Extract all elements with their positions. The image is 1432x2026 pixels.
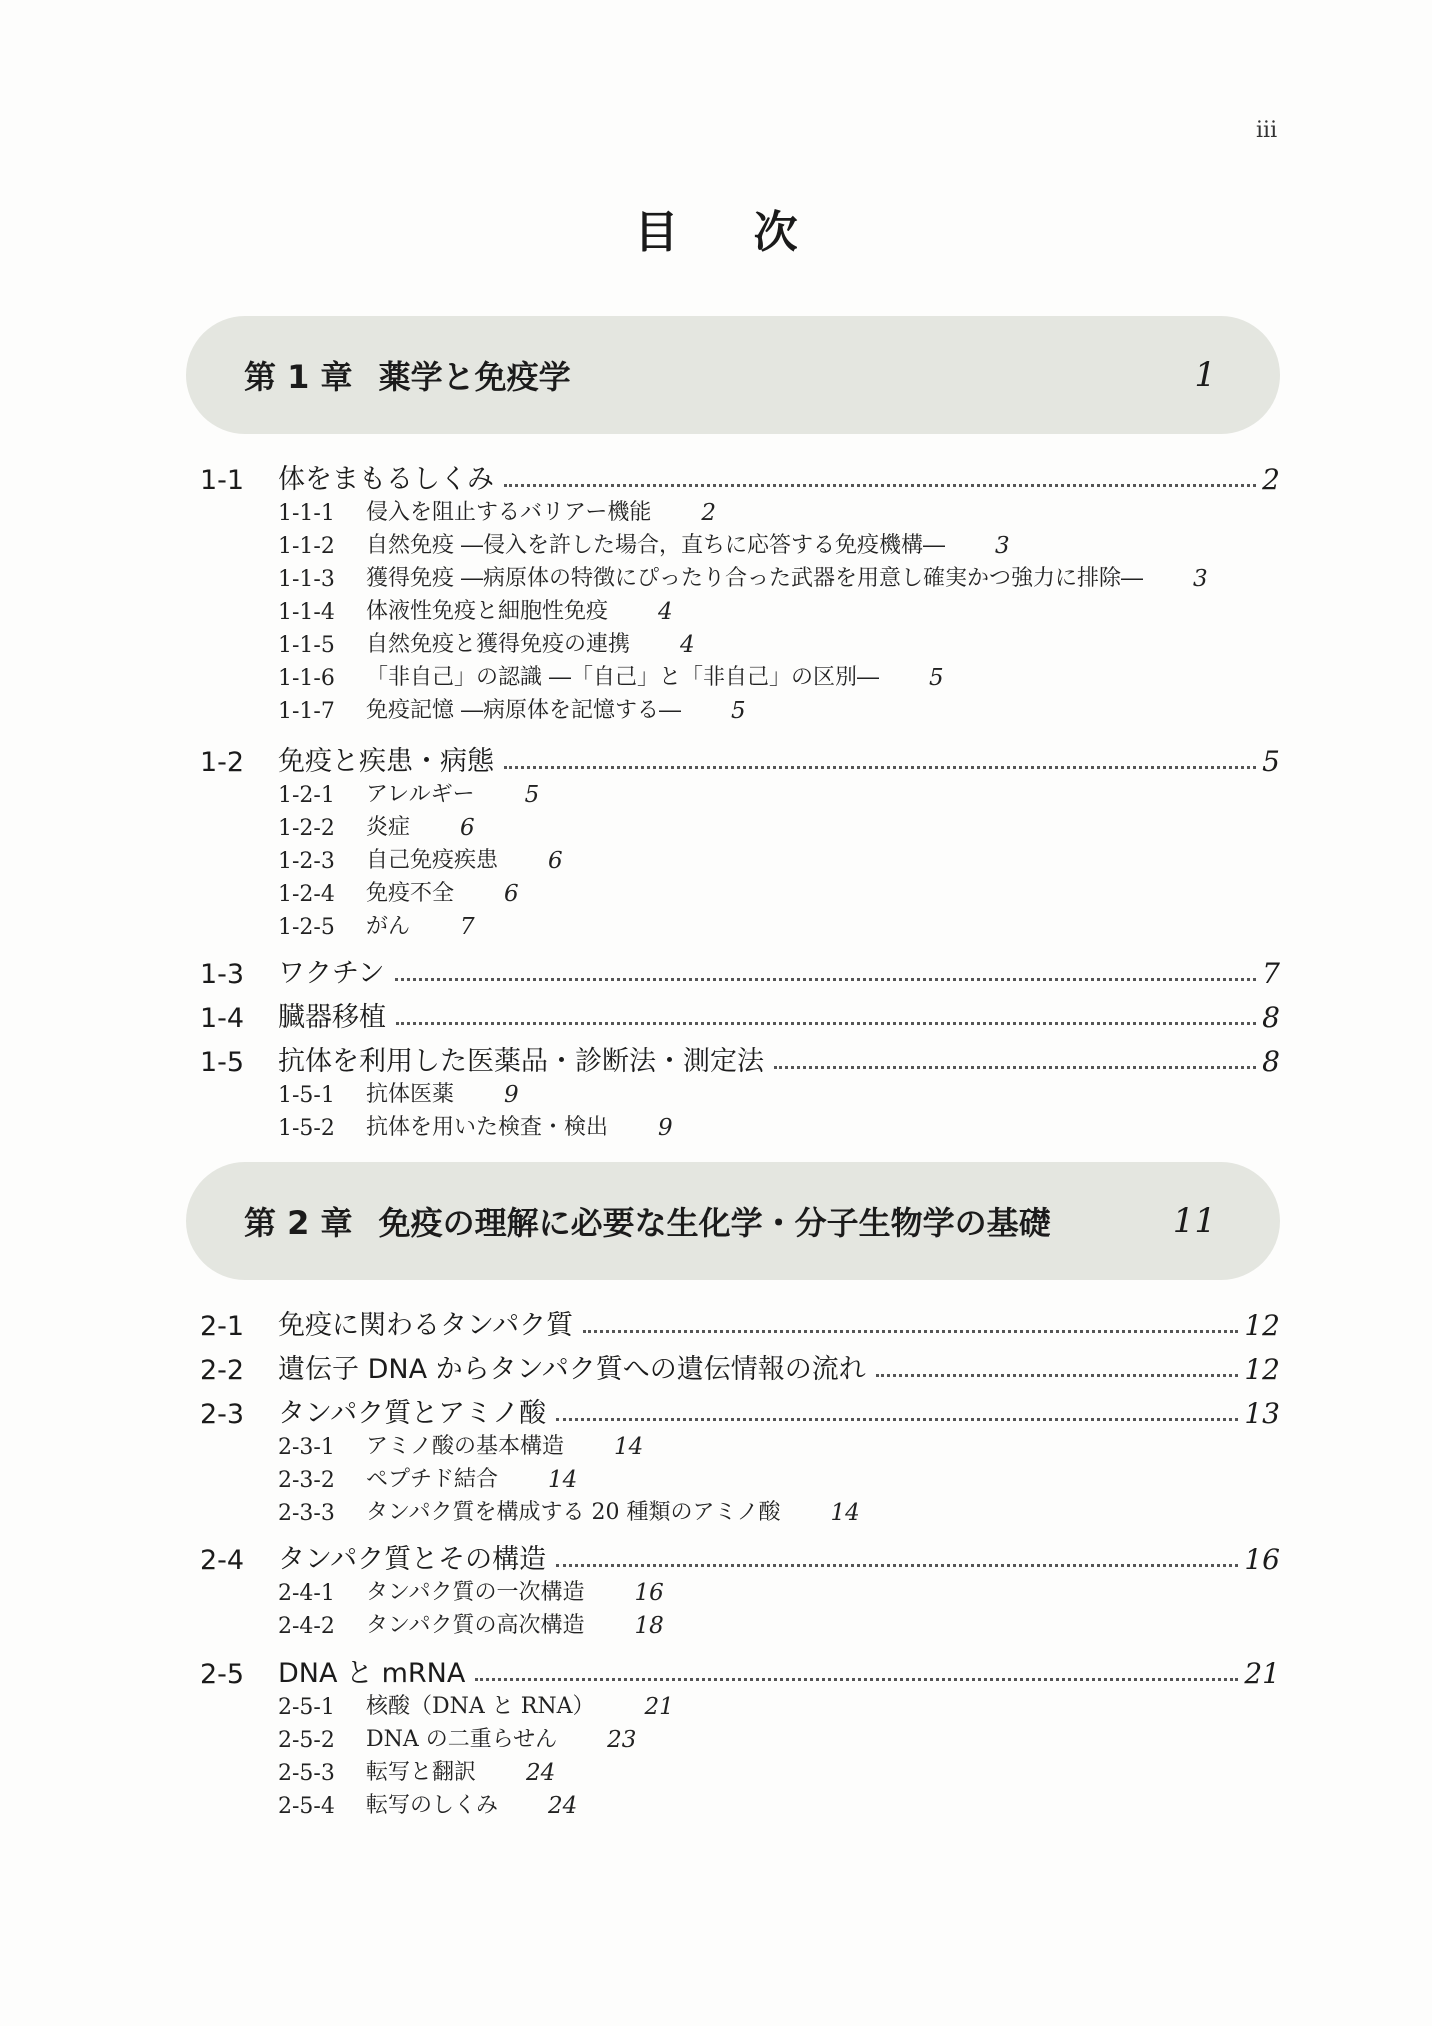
subsection-title: 免疫記憶 ―病原体を記憶する― [366,698,681,723]
subsection-page: 14 [548,1467,578,1493]
subsection-number: 2-4-2 [278,1614,335,1639]
subsection-number: 1-2-1 [278,783,335,808]
section-entry [200,1532,1280,1576]
subsection-number: 2-3-3 [278,1501,335,1526]
section-title: DNA と mRNA [278,1658,466,1689]
chapter-title [244,352,571,398]
subsection-page: 3 [1193,566,1208,592]
subsection-title: がん [366,914,411,939]
section-entry [200,1386,1280,1430]
subsection-title: タンパク質を構成する 20 種類のアミノ酸 [366,1500,781,1525]
section-title: 免疫に関わるタンパク質 [278,1310,574,1341]
subsection-number: 1-5-1 [278,1083,335,1108]
subsection-entry [278,692,746,724]
section-number: 2-5 [200,1659,245,1690]
subsection-page: 24 [548,1793,578,1819]
dot-leader [475,1678,1238,1681]
subsection-title: 核酸（DNA と RNA） [366,1694,595,1719]
subsection-page: 7 [460,914,475,940]
subsection-number: 2-5-3 [278,1761,335,1786]
subsection-number: 1-1-5 [278,633,335,658]
subsection-number: 1-1-1 [278,501,335,526]
subsection-number: 2-5-2 [278,1728,335,1753]
section-title: タンパク質とアミノ酸 [278,1398,547,1429]
subsection-entry [278,494,716,526]
dot-leader [504,766,1256,769]
dot-leader [396,1022,1256,1025]
subsection-entry [278,626,695,658]
section-page: 8 [1262,1045,1280,1078]
subsection-page: 5 [731,698,746,724]
section-page: 7 [1262,957,1280,990]
subsection-number: 1-2-3 [278,849,335,874]
subsection-number: 1-2-2 [278,816,335,841]
subsection-number: 2-4-1 [278,1581,335,1606]
subsection-number: 2-5-1 [278,1695,335,1720]
subsection-title: タンパク質の高次構造 [366,1613,585,1638]
section-number: 1-1 [200,465,245,496]
subsection-number: 1-2-5 [278,915,335,940]
subsection-title: 自然免疫と獲得免疫の連携 [366,632,631,657]
subsection-number: 1-5-2 [278,1116,335,1141]
chapter-title [244,1198,1051,1244]
subsection-page: 9 [658,1115,673,1141]
dot-leader [876,1374,1239,1377]
section-page: 16 [1244,1543,1280,1576]
subsection-entry [278,875,519,907]
subsection-entry [278,908,475,940]
subsection-page: 5 [929,665,944,691]
chapter-number: 第 1 章 [244,358,353,396]
section-title: タンパク質とその構造 [278,1544,547,1575]
subsection-page: 6 [504,881,519,907]
subsection-number: 2-3-2 [278,1468,335,1493]
subsection-title: 抗体医薬 [366,1082,455,1107]
subsection-title: 免疫不全 [366,881,455,906]
section-entry [200,734,1280,778]
dot-leader [504,484,1256,487]
subsection-title: DNA の二重らせん [366,1727,558,1752]
section-entry [200,1298,1280,1342]
subsection-entry [278,527,1010,559]
subsection-page: 3 [995,533,1010,559]
dot-leader [583,1330,1238,1333]
page-number: iii [1256,118,1278,143]
section-page: 12 [1244,1309,1280,1342]
subsection-entry [278,1494,860,1526]
subsection-page: 14 [614,1434,644,1460]
subsection-title: タンパク質の一次構造 [366,1580,585,1605]
subsection-title: ペプチド結合 [366,1467,499,1492]
subsection-entry [278,842,563,874]
subsection-page: 16 [634,1580,664,1606]
dot-leader [556,1418,1238,1421]
chapter-heading [186,316,1280,434]
section-number: 2-3 [200,1399,245,1430]
section-title: 臓器移植 [278,1002,386,1033]
section-number: 2-1 [200,1311,245,1342]
subsection-entry [278,1428,643,1460]
subsection-title: 炎症 [366,815,411,840]
section-entry [200,1342,1280,1386]
subsection-number: 2-3-1 [278,1435,335,1460]
subsection-title: 抗体を用いた検査・検出 [366,1115,609,1140]
section-number: 1-3 [200,959,245,990]
section-title: ワクチン [278,958,385,989]
section-title: 体をまもるしくみ [278,464,494,495]
subsection-entry [278,593,673,625]
section-entry [200,990,1280,1034]
subsection-page: 4 [680,632,695,658]
subsection-page: 18 [634,1613,664,1639]
section-title: 遺伝子 DNA からタンパク質への遺伝情報の流れ [278,1354,866,1385]
section-title: 抗体を利用した医薬品・診断法・測定法 [278,1046,764,1077]
subsection-number: 2-5-4 [278,1794,335,1819]
section-title: 免疫と疾患・病態 [278,746,494,777]
chapter-number: 第 2 章 [244,1204,353,1242]
subsection-title: 転写のしくみ [366,1793,499,1818]
subsection-title: アレルギー [366,782,475,807]
subsection-page: 21 [644,1694,674,1720]
subsection-title: 自然免疫 ―侵入を許した場合，直ちに応答する免疫機構― [366,533,945,558]
subsection-title: 体液性免疫と細胞性免疫 [366,599,609,624]
section-number: 1-2 [200,747,245,778]
section-number: 2-4 [200,1545,245,1576]
subsection-number: 1-1-6 [278,666,335,691]
section-page: 2 [1262,463,1280,496]
subsection-title: アミノ酸の基本構造 [366,1434,565,1459]
subsection-number: 1-1-4 [278,600,335,625]
dot-leader [556,1564,1238,1567]
subsection-page: 6 [548,848,563,874]
subsection-page: 14 [830,1500,860,1526]
subsection-page: 4 [658,599,673,625]
dot-leader [774,1066,1256,1069]
section-entry [200,946,1280,990]
subsection-entry [278,659,944,691]
subsection-entry [278,776,539,808]
subsection-entry [278,1688,674,1720]
section-number: 1-4 [200,1003,245,1034]
subsection-number: 1-1-2 [278,534,335,559]
subsection-entry [278,1461,577,1493]
subsection-page: 6 [460,815,475,841]
section-entry [200,1646,1280,1690]
section-page: 21 [1244,1657,1280,1690]
subsection-number: 1-1-7 [278,699,335,724]
subsection-title: 獲得免疫 ―病原体の特徴にぴったり合った武器を用意し確実かつ強力に排除― [366,566,1143,591]
subsection-entry [278,809,475,841]
section-page: 8 [1262,1001,1280,1034]
chapter-name: 薬学と免疫学 [378,358,571,396]
page-title: 目 次 [634,207,828,258]
section-page: 13 [1244,1397,1280,1430]
subsection-title: 侵入を阻止するバリアー機能 [366,500,652,525]
section-entry [200,1034,1280,1078]
subsection-title: 自己免疫疾患 [366,848,499,873]
subsection-page: 24 [526,1760,556,1786]
subsection-title: 「非自己」の認識 ―「自己」と「非自己」の区別― [366,665,879,690]
subsection-entry [278,1109,673,1141]
subsection-entry [278,1574,664,1606]
chapter-page: 11 [1172,1201,1216,1241]
subsection-entry [278,1754,555,1786]
subsection-entry [278,1721,636,1753]
chapter-page: 1 [1194,355,1216,395]
dot-leader [395,978,1257,981]
section-number: 1-5 [200,1047,245,1078]
subsection-entry [278,1607,664,1639]
section-entry [200,452,1280,496]
subsection-page: 23 [607,1727,637,1753]
section-page: 12 [1244,1353,1280,1386]
subsection-number: 1-1-3 [278,567,335,592]
subsection-page: 9 [504,1082,519,1108]
subsection-page: 2 [701,500,716,526]
subsection-title: 転写と翻訳 [366,1760,477,1785]
subsection-page: 5 [524,782,540,808]
subsection-entry [278,1076,519,1108]
section-number: 2-2 [200,1355,245,1386]
subsection-entry [278,560,1208,592]
subsection-entry [278,1787,577,1819]
section-page: 5 [1262,745,1280,778]
subsection-number: 1-2-4 [278,882,335,907]
chapter-heading [186,1162,1280,1280]
chapter-name: 免疫の理解に必要な生化学・分子生物学の基礎 [378,1204,1051,1242]
